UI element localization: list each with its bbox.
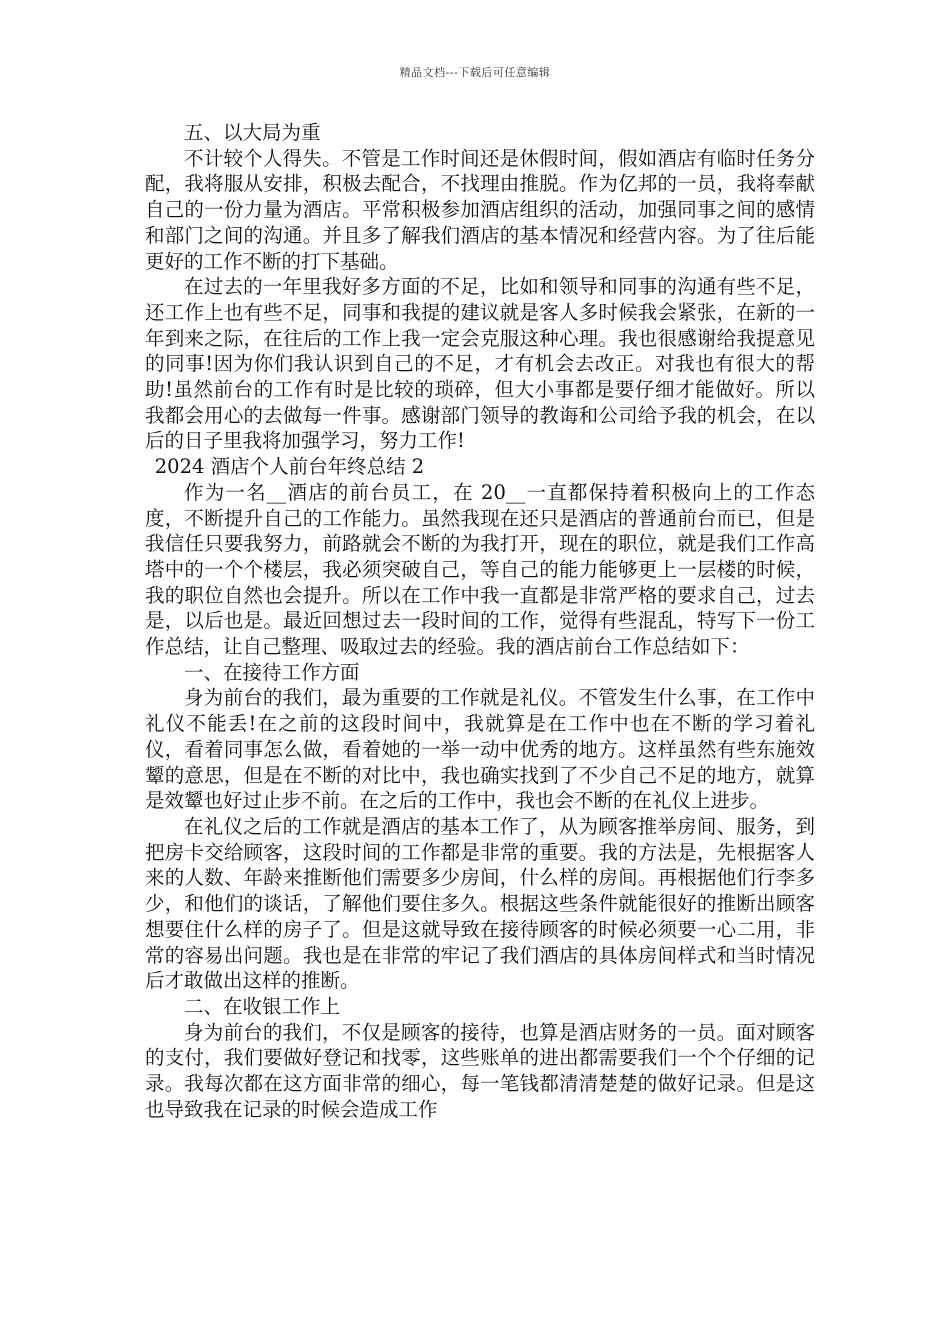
paragraph: 身为前台的我们，最为重要的工作就是礼仪。不管发生什么事，在工作中礼仪不能丢!在之前的这段时间中，我就算是在工作中也在不断的学习着礼仪，看着同事怎么做，看着她的一举一动中优秀的地方。这样虽然有些东施效颦的意思，但是在不断的对比中，我也确实找到了不少自己不足的地方，就算是效颦也好过止步不前。在之后的工作中，我也会不断的在礼仪上进步。 — [145, 686, 815, 813]
paragraph: 在过去的一年里我好多方面的不足，比如和领导和同事的沟通有些不足，还工作上也有些不足，同事和我提的建议就是客人多时候我会紧张，在新的一年到来之际，在往后的工作上我一定会克服这种心理。我也很感谢给我提意见的同事!因为你们我认识到自己的不足，才有机会去改正。对我也有很大的帮助!虽然前台的工作有时是比较的琐碎，但大小事都是要仔细才能做好。所以我都会用心的去做每一件事。感谢部门领导的教诲和公司给予我的机会，在以后的日子里我将加强学习，努力工作! — [145, 275, 815, 453]
paragraph: 在礼仪之后的工作就是酒店的基本工作了，从为顾客推举房间、服务，到把房卡交给顾客，这段时间的工作都是非常的重要。我的方法是，先根据客人来的人数、年龄来推断他们需要多少房间，什么样的房间。再根据他们行李多少，和他们的谈话，了解他们要住多久。根据这些条件就能很好的推断出顾客想要住什么样的房子了。但是这就导致在接待顾客的时候必须要一心二用，非常的容易出问题。我也是在非常的牢记了我们酒店的具体房间样式和当时情况后才敢做出这样的推断。 — [145, 814, 815, 993]
document-body — [145, 120, 815, 1122]
page-header: 精品文档---下载后可任意编辑 — [399, 66, 551, 79]
section-heading: 一、在接待工作方面 — [184, 660, 360, 684]
paragraph: 不计较个人得失。不管是工作时间还是休假时间，假如酒店有临时任务分配，我将服从安排，积极去配合，不找理由推脱。作为亿邦的一员，我将奉献自己的一份力量为酒店。平常积极参加酒店组织的活动，加强同事之间的感情和部门之间的沟通。并且多了解我们酒店的基本情况和经营内容。为了往后能更好的工作不断的打下基础。 — [145, 146, 815, 273]
document-title: 2024 酒店个人前台年终总结 2 — [154, 455, 425, 479]
paragraph: 作为一名__酒店的前台员工，在 20__一直都保持着积极向上的工作态度，不断提升自己的工作能力。虽然我现在还只是酒店的普通前台而已，但是我信任只要我努力，前路就会不断的为我打开，现在的职位，就是我们工作高塔中的一个个楼层，我必须突破自己，等自己的能力能够更上一层楼的时候，我的职位自然也会提升。所以在工作中我一直都是非常严格的要求自己，过去是，以后也是。最近回想过去一段时间的工作，觉得有些混乱，特写下一份工作总结，让自己整理、吸取过去的经验。我的酒店前台工作总结如下： — [145, 480, 815, 659]
section-heading: 五、以大局为重 — [184, 121, 321, 144]
paragraph: 身为前台的我们，不仅是顾客的接待，也算是酒店财务的一员。面对顾客的支付，我们要做好登记和找零，这些账单的进出都需要我们一个个仔细的记录。我每次都在这方面非常的细心，每一笔钱都清清楚楚的做好记录。但是这也导致我在记录的时候会造成工作 — [145, 1020, 815, 1121]
section-heading: 二、在收银工作上 — [184, 994, 341, 1018]
